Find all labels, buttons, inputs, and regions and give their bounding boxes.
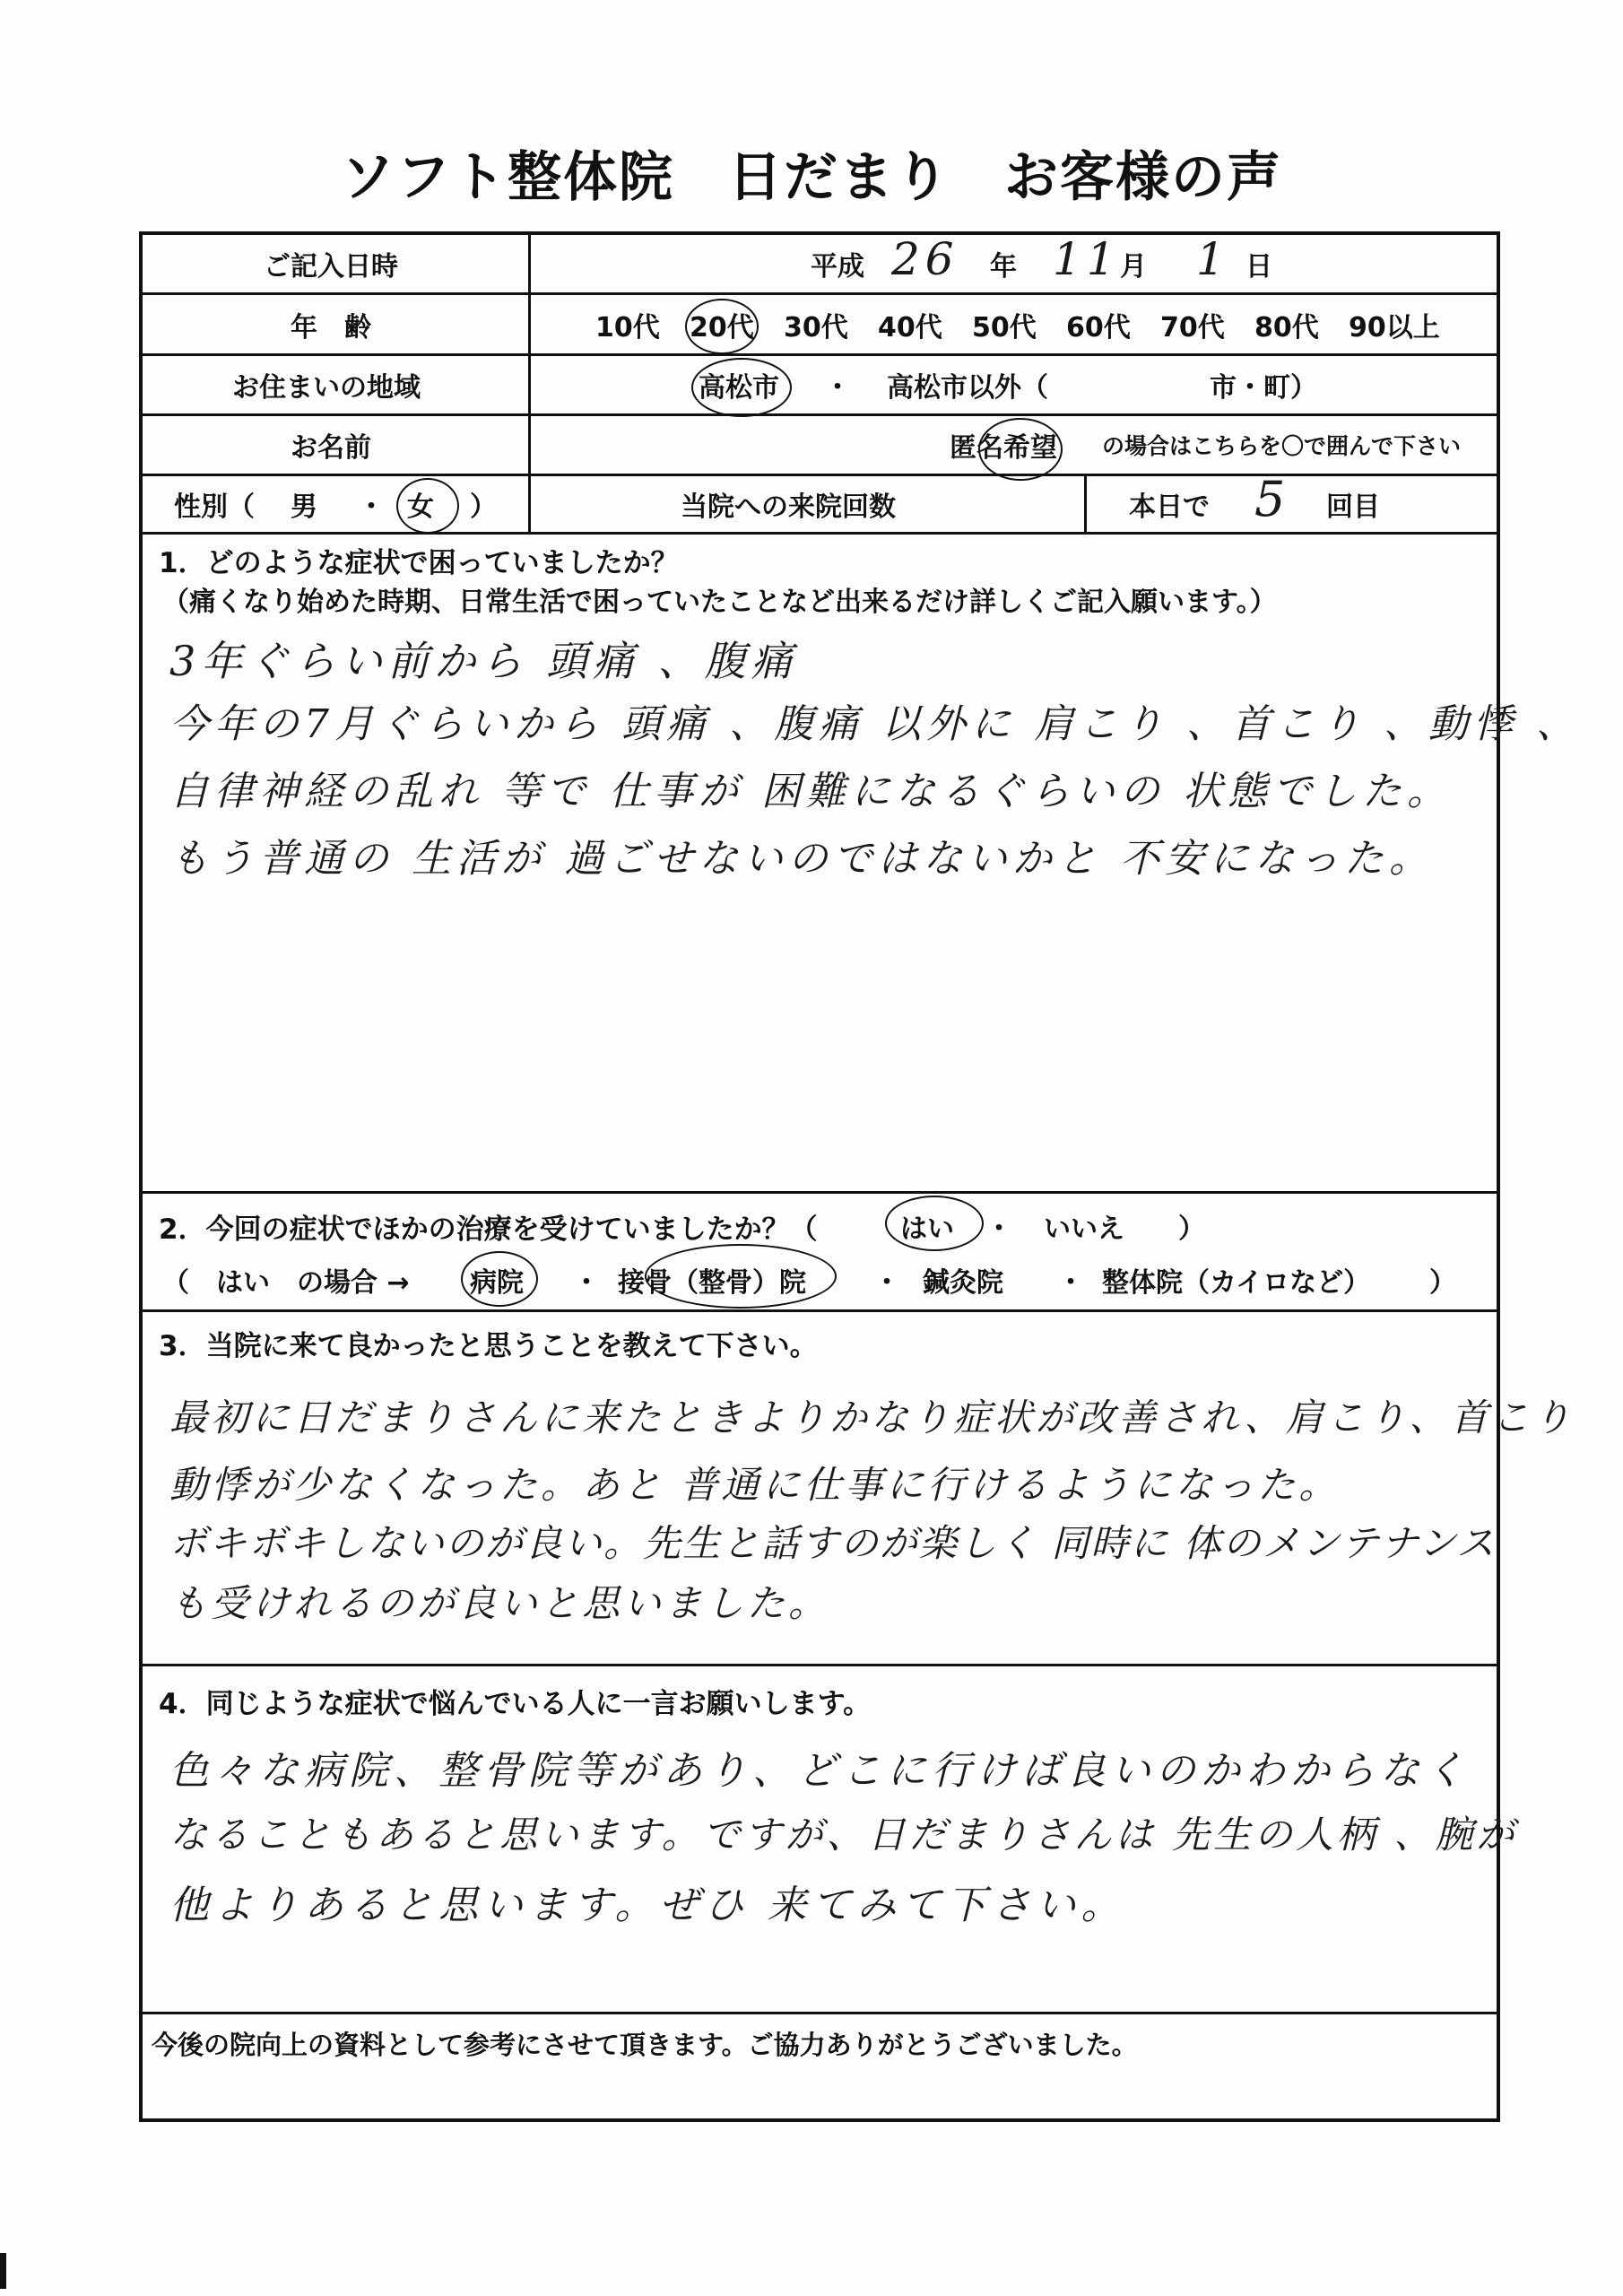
age-option-80s[interactable]: 80代: [1254, 311, 1319, 344]
title-clinic-type: ソフト整体院: [341, 146, 674, 209]
q1-answer-line[interactable]: もう普通の 生活が 過ごせないのではないかと 不安になった。: [169, 836, 1434, 882]
footer-text: 今後の院向上の資料として参考にさせて頂きます。ご協力ありがとうございました。: [152, 2030, 1138, 2060]
gender-option-male[interactable]: 男: [291, 491, 317, 523]
q1-subheading: （痛くなり始めた時期、日常生活で困っていたことなど出来るだけ詳しくご記入願います。）: [162, 587, 1277, 618]
scan-edge-mark: [0, 2253, 6, 2289]
area-option-takamatsu[interactable]: 高松市: [699, 372, 779, 404]
q3-answer-line[interactable]: 最初に日だまりさんに来たときよりかなり症状が改善され、肩こり、首こり: [169, 1396, 1575, 1439]
age-option-50s[interactable]: 50代: [972, 311, 1037, 344]
gender-separator: ・: [358, 491, 385, 523]
q1-answer-line[interactable]: 今年の7月ぐらいから 頭痛 、腹痛 以外に 肩こり 、首こり 、動悸 、: [169, 701, 1581, 747]
age-option-10s[interactable]: 10代: [595, 311, 660, 344]
q2-separator: ・: [985, 1213, 1012, 1245]
anonymous-note: の場合はこちらを〇で囲んで下さい: [1102, 433, 1462, 459]
q2-option-acupuncture[interactable]: 鍼灸院: [923, 1267, 1003, 1299]
q2-close: ）: [1178, 1213, 1205, 1245]
question-4: [143, 1666, 1518, 2014]
q2-line2-open: （ はい の場合 →: [162, 1267, 410, 1299]
visits-count[interactable]: 5: [1254, 471, 1291, 527]
date-era: 平成: [811, 251, 864, 283]
q2-line2-close: ）: [1429, 1267, 1456, 1299]
q4-answer-line[interactable]: なることもあると思います。ですが、日だまりさんは 先生の人柄 、腕が: [169, 1813, 1518, 1857]
date-month-unit: 月: [1120, 251, 1147, 283]
anonymous-option[interactable]: 匿名希望: [950, 432, 1057, 464]
q3-answer-line[interactable]: 動悸が少なくなった。あと 普通に仕事に行けるようになった。: [169, 1463, 1341, 1507]
visits-label: 当院への来院回数: [681, 491, 896, 523]
question-1: [143, 535, 1581, 1194]
q4-answer-line[interactable]: 色々な病院、整骨院等があり、どこに行けば良いのかわからなく: [169, 1748, 1470, 1794]
visits-today-label: 本日で: [1129, 491, 1210, 523]
area-option-other[interactable]: 高松市以外（: [887, 372, 1048, 404]
q3-heading: 3．当院に来て良かったと思うことを教えて下さい。: [159, 1330, 818, 1362]
age-row: [143, 295, 1497, 356]
area-label: お住まいの地域: [232, 372, 421, 404]
age-label: 年 齢: [291, 311, 371, 344]
date-day-unit: 日: [1245, 251, 1272, 283]
date-row: [143, 235, 1497, 295]
date-label: ご記入日時: [264, 251, 398, 283]
date-year-value[interactable]: 26: [891, 233, 959, 285]
date-year-unit: 年: [990, 251, 1017, 283]
question-2: [143, 1194, 1497, 1312]
area-row: [143, 356, 1497, 416]
q2-option-chiropractic[interactable]: 整体院（カイロなど）: [1102, 1267, 1371, 1299]
q2-separator: ・: [1057, 1267, 1084, 1299]
q2-heading: 2．今回の症状でほかの治療を受けていましたか？（: [159, 1213, 818, 1246]
survey-form: [139, 231, 1581, 2122]
age-option-90plus[interactable]: 90以上: [1349, 311, 1440, 344]
q4-answer-line[interactable]: 他よりあると思います。ぜひ 来てみて下さい。: [169, 1883, 1126, 1928]
q1-heading: 1．どのような症状で困っていましたか？: [159, 547, 679, 579]
footer-row: [143, 2014, 1497, 2122]
title-clinic-name: 日だまり: [728, 146, 950, 209]
date-day-value[interactable]: 1: [1196, 233, 1230, 285]
q2-separator: ・: [573, 1267, 600, 1299]
q1-answer-line[interactable]: 3年ぐらい前から 頭痛 、腹痛: [169, 637, 798, 685]
q2-option-hospital[interactable]: 病院: [470, 1267, 524, 1299]
question-3: [143, 1312, 1575, 1666]
q2-option-bonesetter[interactable]: 接骨（整骨）院: [618, 1267, 806, 1299]
area-other-suffix: 市・町）: [1210, 372, 1317, 404]
q3-answer-line[interactable]: ボキボキしないのが良い。先生と話すのが楽しく 同時に 体のメンテナンス: [169, 1521, 1497, 1565]
q4-heading: 4．同じような症状で悩んでいる人に一言お願いします。: [159, 1688, 872, 1720]
q2-option-yes[interactable]: はい: [900, 1213, 954, 1245]
q2-option-no[interactable]: いいえ: [1044, 1213, 1124, 1245]
gender-label-close: ）: [470, 491, 497, 523]
q1-answer-line[interactable]: 自律神経の乱れ 等で 仕事が 困難になるぐらいの 状態でした。: [169, 769, 1452, 814]
visits-unit: 回目: [1326, 491, 1380, 523]
page-title: [0, 135, 1623, 212]
name-label: お名前: [291, 432, 371, 464]
age-option-30s[interactable]: 30代: [784, 311, 848, 344]
gender-option-female[interactable]: 女: [407, 491, 434, 523]
gender-visits-row: [143, 471, 1497, 535]
age-option-70s[interactable]: 70代: [1160, 311, 1225, 344]
q2-separator: ・: [873, 1267, 900, 1299]
name-row: [143, 416, 1497, 476]
area-separator: ・: [824, 372, 851, 404]
age-option-60s[interactable]: 60代: [1066, 311, 1131, 344]
gender-label-open: 性別（: [174, 491, 255, 523]
title-customer-voice: お客様の声: [1004, 146, 1282, 209]
age-option-40s[interactable]: 40代: [878, 311, 942, 344]
age-option-20s[interactable]: 20代: [690, 311, 754, 344]
q3-answer-line[interactable]: も受けれるのが良いと思いました。: [169, 1581, 830, 1625]
date-month-value[interactable]: 11: [1053, 233, 1121, 285]
